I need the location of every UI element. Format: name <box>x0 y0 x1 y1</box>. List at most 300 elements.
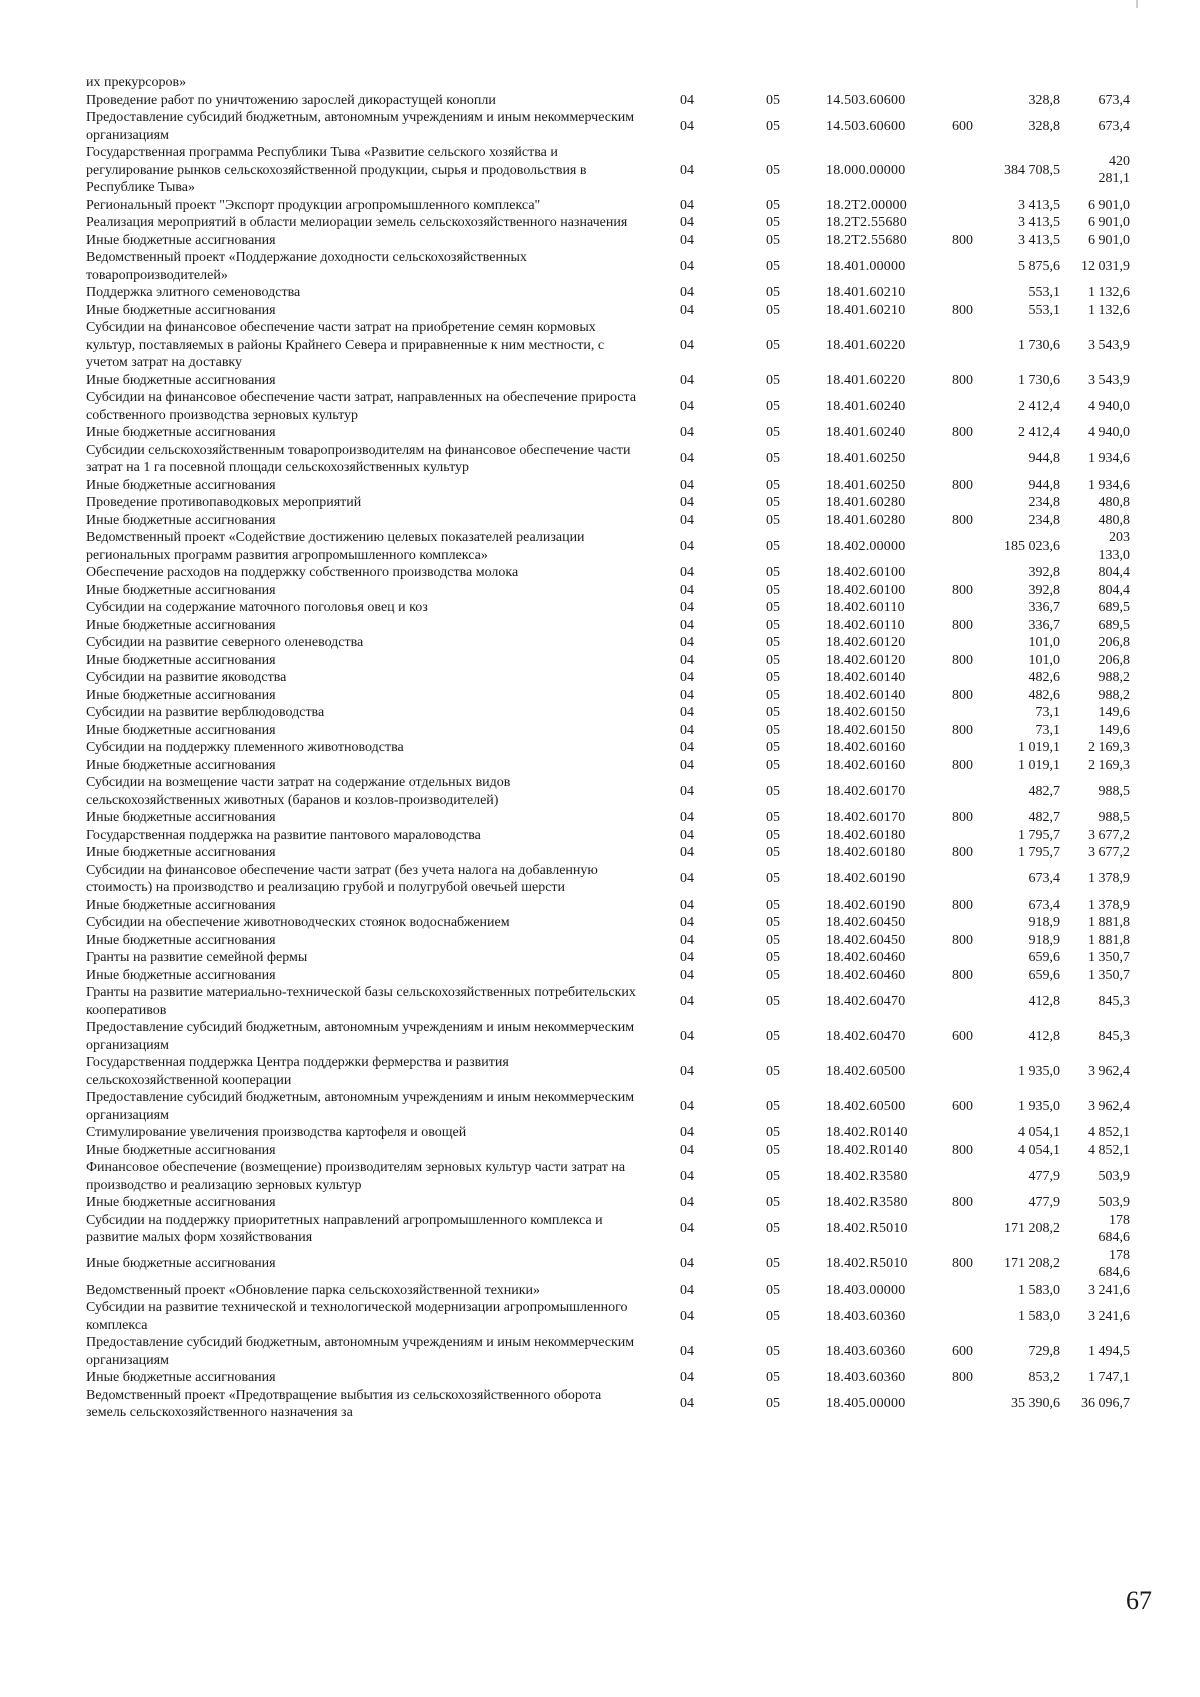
amount-year-1: 482,7 <box>1028 783 1060 799</box>
subsection-code: 05 <box>766 897 780 913</box>
row-name: Иные бюджетные ассигнования <box>86 617 276 633</box>
row-name: Предоставление субсидий бюджетным, автономным учреждениям и иным некоммерческим организациям <box>86 1335 635 1368</box>
subsection-code: 05 <box>766 600 780 615</box>
section-code: 04 <box>680 451 694 467</box>
subsection-code: 05 <box>766 827 780 843</box>
amount-year-2: 804,4 <box>1098 565 1130 580</box>
subsection-code: 05 <box>766 92 780 108</box>
table-row <box>86 844 1146 862</box>
expense-type-code: 800 <box>952 652 973 668</box>
amount-year-2: 4 852,1 <box>1088 1142 1130 1158</box>
row-name: Субсидии на возмещение части затрат на содержание отдельных видов сельскохозяйственных животных (баранов и козлов-производителей) <box>86 775 511 808</box>
target-article-code: 18.402.60140 <box>826 687 906 703</box>
amount-year-1: 553,1 <box>1028 302 1060 318</box>
amount-year-1: 2 412,4 <box>1018 398 1060 414</box>
expense-type-code <box>924 1299 984 1334</box>
amount-year-2: 1 132,6 <box>1088 285 1130 300</box>
row-name: Иные бюджетные ассигнования <box>86 477 276 493</box>
target-article-code: 18.402.60150 <box>826 705 906 720</box>
subsection-code <box>708 74 782 92</box>
section-code: 04 <box>680 398 694 414</box>
target-article-code: 18.402.60160 <box>826 740 906 755</box>
amount-year-1: 1 730,6 <box>1018 372 1060 388</box>
target-article-code: 18.401.60220 <box>826 372 906 388</box>
row-name: Иные бюджетные ассигнования <box>86 1142 276 1158</box>
table-row <box>86 1282 1146 1300</box>
table-row <box>86 739 1146 757</box>
row-name: Иные бюджетные ассигнования <box>86 687 276 703</box>
amount-year-1: 35 390,6 <box>1011 1396 1060 1412</box>
row-name: Финансовое обеспечение (возмещение) производителям зерновых культур части затрат на производство и реализацию зерновых культур <box>86 1160 626 1193</box>
row-name: их прекурсоров» <box>86 75 187 90</box>
amount-year-1: 482,6 <box>1028 670 1060 685</box>
amount-year-2: 149,6 <box>1098 722 1130 738</box>
table-row <box>86 1089 1146 1124</box>
row-name: Субсидии на поддержку племенного животноводства <box>86 740 404 755</box>
subsection-code: 05 <box>766 845 780 860</box>
section-code: 04 <box>680 827 694 843</box>
row-name: Иные бюджетные ассигнования <box>86 757 276 773</box>
target-article-code: 18.402.00000 <box>826 538 906 554</box>
section-code: 04 <box>680 652 694 668</box>
row-name: Иные бюджетные ассигнования <box>86 652 276 668</box>
section-code: 04 <box>680 810 694 825</box>
row-name: Проведение противопаводковых мероприятий <box>86 495 362 510</box>
section-code: 04 <box>680 162 694 178</box>
expense-type-code: 800 <box>952 1256 973 1272</box>
row-name: Предоставление субсидий бюджетным, автономным учреждениям и иным некоммерческим организациям <box>86 1020 635 1053</box>
expense-type-code: 800 <box>952 845 973 860</box>
amount-year-2: 689,5 <box>1098 617 1130 633</box>
target-article-code: 18.402.60500 <box>826 1098 906 1114</box>
table-row <box>86 197 1146 215</box>
subsection-code: 05 <box>766 582 780 598</box>
subsection-code: 05 <box>766 1308 780 1324</box>
subsection-code: 05 <box>766 197 780 213</box>
amount-year-1: 412,8 <box>1028 993 1060 1009</box>
target-article-code: 18.402.60460 <box>826 967 906 983</box>
amount-year-1: 328,8 <box>1028 92 1060 108</box>
row-name: Государственная программа Республики Тыва «Развитие сельского хозяйства и регулирование рынков сельскохозяйственной продукции, сырья и продовольствия в Республике Тыва» <box>86 145 587 195</box>
expense-type-code: 800 <box>952 425 973 440</box>
section-code: 04 <box>680 197 694 213</box>
table-row <box>86 442 1146 477</box>
amount-year-1: 185 023,6 <box>1004 538 1060 554</box>
subsection-code: 05 <box>766 372 780 388</box>
subsection-code: 05 <box>766 635 780 650</box>
subsection-code: 05 <box>766 670 780 685</box>
table-row <box>86 302 1146 320</box>
subsection-code: 05 <box>766 705 780 720</box>
expense-type-code <box>924 774 984 809</box>
section-code: 04 <box>680 512 694 528</box>
table-row <box>86 372 1146 390</box>
amount-year-2: 3 543,9 <box>1088 337 1130 353</box>
target-article-code: 18.402.60180 <box>826 845 906 860</box>
row-name: Субсидии на финансовое обеспечение части затрат на приобретение семян кормовых культур, поставляемых в районы Крайнего Севера и приравненные к ним местности, с учетом затрат на доставку <box>86 320 605 370</box>
section-code: 04 <box>680 950 694 965</box>
amount-year-2: 673,4 <box>1098 118 1130 134</box>
target-article-code: 18.402.60460 <box>826 950 906 965</box>
amount-year-2: 2 169,3 <box>1088 740 1130 755</box>
target-article-code: 14.503.60600 <box>826 92 906 108</box>
target-article-code: 18.402.60180 <box>826 827 906 843</box>
row-name: Иные бюджетные ассигнования <box>86 232 276 248</box>
expense-type-code <box>924 827 984 845</box>
table-row <box>86 669 1146 687</box>
section-code: 04 <box>680 118 694 134</box>
expense-type-code <box>924 669 984 687</box>
table-row <box>86 914 1146 932</box>
expense-type-code: 600 <box>952 1098 973 1114</box>
amount-year-1: 101,0 <box>1028 635 1060 650</box>
subsection-code: 05 <box>766 967 780 983</box>
target-article-code: 18.402.R5010 <box>826 1256 908 1272</box>
table-row <box>86 634 1146 652</box>
subsection-code: 05 <box>766 993 780 1009</box>
section-code: 04 <box>680 565 694 580</box>
section-code: 04 <box>680 215 694 230</box>
amount-year-2: 2 169,3 <box>1088 757 1130 773</box>
row-name: Иные бюджетные ассигнования <box>86 1256 276 1272</box>
expense-type-code <box>924 1212 984 1247</box>
target-article-code: 18.402.60140 <box>826 670 906 685</box>
expense-type-code: 800 <box>952 232 973 248</box>
target-article-code: 18.2Т2.55680 <box>826 215 907 230</box>
expense-type-code <box>924 1159 984 1194</box>
table-row <box>86 1159 1146 1194</box>
row-name: Региональный проект "Экспорт продукции агропромышленного комплекса" <box>86 197 541 213</box>
row-name: Иные бюджетные ассигнования <box>86 932 276 948</box>
table-row <box>86 1334 1146 1369</box>
section-code: 04 <box>680 1195 694 1210</box>
section-code: 04 <box>680 722 694 738</box>
expense-type-code: 800 <box>952 512 973 528</box>
table-row <box>86 809 1146 827</box>
subsection-code: 05 <box>766 398 780 414</box>
expense-type-code: 800 <box>952 582 973 598</box>
subsection-code: 05 <box>766 757 780 773</box>
subsection-code: 05 <box>766 1396 780 1412</box>
row-name: Ведомственный проект «Обновление парка сельскохозяйственной техники» <box>86 1282 541 1298</box>
target-article-code: 18.405.00000 <box>826 1396 906 1412</box>
row-name: Субсидии на развитие верблюдоводства <box>86 705 325 720</box>
target-article-code: 14.503.60600 <box>826 118 906 134</box>
amount-year-2: 203 133,0 <box>1098 530 1130 563</box>
amount-year-1: 1 795,7 <box>1018 845 1060 860</box>
amount-year-1: 336,7 <box>1028 600 1060 615</box>
section-code: 04 <box>680 538 694 554</box>
table-row <box>86 932 1146 950</box>
expense-type-code <box>924 949 984 967</box>
section-code: 04 <box>680 1343 694 1359</box>
amount-year-1: 853,2 <box>1028 1370 1060 1385</box>
amount-year-1: 673,4 <box>1028 871 1060 887</box>
target-article-code: 18.402.R0140 <box>826 1142 908 1158</box>
table-row <box>86 494 1146 512</box>
target-article-code: 18.401.60210 <box>826 285 906 300</box>
amount-year-2: 1 378,9 <box>1088 871 1130 887</box>
target-article-code: 18.402.60150 <box>826 722 906 738</box>
section-code: 04 <box>680 687 694 703</box>
table-row <box>86 599 1146 617</box>
row-name: Предоставление субсидий бюджетным, автономным учреждениям и иным некоммерческим организациям <box>86 1090 635 1123</box>
row-name: Иные бюджетные ассигнования <box>86 582 276 598</box>
target-article-code: 18.402.60100 <box>826 565 906 580</box>
expense-type-code: 800 <box>952 967 973 983</box>
subsection-code: 05 <box>766 1370 780 1385</box>
subsection-code: 05 <box>766 215 780 230</box>
row-name: Реализация мероприятий в области мелиорации земель сельскохозяйственного назначения <box>86 215 628 230</box>
table-row <box>86 389 1146 424</box>
amount-year-2: 6 901,0 <box>1088 215 1130 230</box>
expense-type-code <box>924 564 984 582</box>
amount-year-2: 1 350,7 <box>1088 950 1130 965</box>
amount-year-2: 3 962,4 <box>1088 1098 1130 1114</box>
expense-type-code <box>924 249 984 284</box>
amount-year-2: 149,6 <box>1098 705 1130 720</box>
amount-year-1: 101,0 <box>1028 652 1060 668</box>
expense-type-code <box>924 389 984 424</box>
section-code: 04 <box>680 757 694 773</box>
amount-year-2: 3 962,4 <box>1088 1063 1130 1079</box>
row-name: Стимулирование увеличения производства картофеля и овощей <box>86 1125 467 1140</box>
amount-year-2: 988,2 <box>1098 687 1130 703</box>
table-row <box>86 652 1146 670</box>
expense-type-code <box>924 144 984 197</box>
row-name: Субсидии на развитие технической и технологической модернизации агропромышленного комплекса <box>86 1300 628 1333</box>
section-code: 04 <box>680 1125 694 1140</box>
section-code <box>646 74 708 92</box>
expense-type-code <box>924 319 984 372</box>
section-code: 04 <box>680 783 694 799</box>
subsection-code: 05 <box>766 740 780 755</box>
row-name: Субсидии на развитие яководства <box>86 670 287 685</box>
section-code: 04 <box>680 1370 694 1385</box>
section-code: 04 <box>680 285 694 300</box>
amount-year-1: 4 054,1 <box>1018 1142 1060 1158</box>
target-article-code: 18.401.00000 <box>826 258 906 274</box>
scan-mark <box>1136 0 1138 8</box>
expense-type-code: 800 <box>952 810 973 825</box>
row-name: Иные бюджетные ассигнования <box>86 512 276 528</box>
section-code: 04 <box>680 1256 694 1272</box>
target-article-code: 18.402.60120 <box>826 652 906 668</box>
row-name: Субсидии на поддержку приоритетных направлений агропромышленного комплекса и развитие малых форм хозяйствования <box>86 1212 603 1245</box>
table-row <box>86 1369 1146 1387</box>
table-row <box>86 949 1146 967</box>
subsection-code: 05 <box>766 950 780 965</box>
table-row <box>86 984 1146 1019</box>
expense-type-code <box>924 494 984 512</box>
expense-type-code: 600 <box>952 1028 973 1044</box>
expense-type-code <box>924 284 984 302</box>
section-code: 04 <box>680 967 694 983</box>
amount-year-1: 384 708,5 <box>1004 162 1060 178</box>
row-name: Предоставление субсидий бюджетным, автономным учреждениям и иным некоммерческим организациям <box>86 110 635 143</box>
expense-type-code <box>924 529 984 564</box>
subsection-code: 05 <box>766 565 780 580</box>
row-name: Субсидии сельскохозяйственным товаропроизводителям на финансовое обеспечение части затрат на 1 га посевной площади сельскохозяйственных культур <box>86 442 631 475</box>
section-code: 04 <box>680 495 694 510</box>
table-row <box>86 687 1146 705</box>
expense-type-code: 800 <box>952 302 973 318</box>
target-article-code: 18.401.60250 <box>826 477 906 493</box>
target-article-code: 18.401.60280 <box>826 512 906 528</box>
subsection-code: 05 <box>766 810 780 825</box>
amount-year-1: 3 413,5 <box>1018 197 1060 213</box>
row-name: Субсидии на содержание маточного поголовья овец и коз <box>86 600 428 615</box>
subsection-code: 05 <box>766 512 780 528</box>
target-article-code: 18.401.60250 <box>826 451 906 467</box>
amount-year-2: 12 031,9 <box>1081 258 1130 274</box>
table-row <box>86 862 1146 897</box>
row-name: Ведомственный проект «Поддержание доходности сельскохозяйственных товаропроизводителей» <box>86 250 527 283</box>
amount-year-2: 3 241,6 <box>1088 1282 1130 1298</box>
amount-year-2: 503,9 <box>1098 1168 1130 1184</box>
section-code: 04 <box>680 258 694 274</box>
row-name: Ведомственный проект «Предотвращение выбытия из сельскохозяйственного оборота земель сельскохозяйственного назначения за <box>86 1387 602 1420</box>
amount-year-1 <box>984 74 1076 92</box>
expense-type-code: 800 <box>952 897 973 913</box>
section-code: 04 <box>680 740 694 755</box>
amount-year-2: 1 350,7 <box>1088 967 1130 983</box>
row-name: Гранты на развитие материально-технической базы сельскохозяйственных потребительских кооперативов <box>86 985 636 1018</box>
table-row <box>86 967 1146 985</box>
expense-type-code: 800 <box>952 477 973 493</box>
table-row <box>86 477 1146 495</box>
row-name: Государственная поддержка на развитие пантового мараловодства <box>86 827 481 843</box>
row-name: Обеспечение расходов на поддержку собственного производства молока <box>86 565 519 580</box>
amount-year-1: 1 019,1 <box>1018 757 1060 773</box>
subsection-code: 05 <box>766 1028 780 1044</box>
table-row <box>86 617 1146 635</box>
section-code: 04 <box>680 232 694 248</box>
amount-year-2: 206,8 <box>1098 635 1130 650</box>
target-article-code: 18.402.R3580 <box>826 1168 908 1184</box>
amount-year-2: 1 881,8 <box>1088 932 1130 948</box>
amount-year-1: 918,9 <box>1028 915 1060 930</box>
subsection-code: 05 <box>766 538 780 554</box>
amount-year-1: 918,9 <box>1028 932 1060 948</box>
expense-type-code: 800 <box>952 1370 973 1385</box>
expense-type-code: 800 <box>952 932 973 948</box>
table-row <box>86 512 1146 530</box>
amount-year-1: 392,8 <box>1028 582 1060 598</box>
amount-year-1: 1 795,7 <box>1018 827 1060 843</box>
row-name: Субсидии на финансовое обеспечение части затрат, направленных на обеспечение прироста собственного производства зерновых культур <box>86 390 637 423</box>
subsection-code: 05 <box>766 1282 780 1298</box>
amount-year-1: 1 583,0 <box>1018 1282 1060 1298</box>
section-code: 04 <box>680 1282 694 1298</box>
expense-type-code <box>924 92 984 110</box>
amount-year-1: 659,6 <box>1028 950 1060 965</box>
target-article-code: 18.402.60170 <box>826 810 906 825</box>
target-article-code: 18.401.60240 <box>826 398 906 414</box>
amount-year-1: 482,7 <box>1028 810 1060 825</box>
table-row <box>86 1124 1146 1142</box>
expense-type-code <box>924 1124 984 1142</box>
row-name: Иные бюджетные ассигнования <box>86 372 276 388</box>
section-code: 04 <box>680 1098 694 1114</box>
amount-year-1: 234,8 <box>1028 495 1060 510</box>
amount-year-2: 480,8 <box>1098 495 1130 510</box>
amount-year-2: 1 378,9 <box>1088 897 1130 913</box>
target-article-code: 18.402.R3580 <box>826 1195 908 1210</box>
section-code: 04 <box>680 705 694 720</box>
table-row <box>86 827 1146 845</box>
target-article-code: 18.402.R0140 <box>826 1125 908 1140</box>
table-row <box>86 529 1146 564</box>
subsection-code: 05 <box>766 871 780 887</box>
target-article-code: 18.402.60190 <box>826 897 906 913</box>
target-article-code: 18.402.60470 <box>826 1028 906 1044</box>
section-code: 04 <box>680 617 694 633</box>
amount-year-2: 988,5 <box>1098 810 1130 825</box>
table-row <box>86 1054 1146 1089</box>
expense-type-code <box>924 214 984 232</box>
budget-table <box>86 74 1146 1422</box>
table-row <box>86 1387 1146 1422</box>
amount-year-2: 206,8 <box>1098 652 1130 668</box>
section-code: 04 <box>680 582 694 598</box>
table-row <box>86 284 1146 302</box>
section-code: 04 <box>680 372 694 388</box>
expense-type-code: 800 <box>952 757 973 773</box>
subsection-code: 05 <box>766 162 780 178</box>
expense-type-code <box>924 442 984 477</box>
subsection-code: 05 <box>766 687 780 703</box>
amount-year-1: 73,1 <box>1035 705 1060 720</box>
subsection-code: 05 <box>766 118 780 134</box>
target-article-code: 18.401.60220 <box>826 337 906 353</box>
section-code: 04 <box>680 302 694 318</box>
amount-year-1: 2 412,4 <box>1018 425 1060 440</box>
subsection-code: 05 <box>766 1125 780 1140</box>
target-article-code: 18.402.60100 <box>826 582 906 598</box>
page-number: 67 <box>1126 1586 1152 1615</box>
target-article-code: 18.402.60110 <box>826 617 905 633</box>
amount-year-2: 1 494,5 <box>1088 1343 1130 1359</box>
subsection-code: 05 <box>766 1098 780 1114</box>
amount-year-1: 234,8 <box>1028 512 1060 528</box>
target-article-code: 18.402.60120 <box>826 635 906 650</box>
section-code: 04 <box>680 425 694 440</box>
table-row <box>86 1019 1146 1054</box>
section-code: 04 <box>680 1308 694 1324</box>
section-code: 04 <box>680 1063 694 1079</box>
target-article-code: 18.403.60360 <box>826 1370 906 1385</box>
amount-year-2: 673,4 <box>1098 92 1130 108</box>
target-article-code: 18.402.60170 <box>826 783 906 799</box>
target-article-code: 18.2Т2.00000 <box>826 197 907 213</box>
subsection-code: 05 <box>766 652 780 668</box>
section-code: 04 <box>680 600 694 615</box>
amount-year-1: 336,7 <box>1028 617 1060 633</box>
amount-year-2: 3 677,2 <box>1088 827 1130 843</box>
amount-year-2: 1 881,8 <box>1088 915 1130 930</box>
section-code: 04 <box>680 1142 694 1158</box>
row-name: Проведение работ по уничтожению зарослей дикорастущей конопли <box>86 92 496 108</box>
expense-type-code <box>924 914 984 932</box>
subsection-code: 05 <box>766 1221 780 1237</box>
table-row <box>86 319 1146 372</box>
target-article-code: 18.2Т2.55680 <box>826 232 907 248</box>
target-article-code: 18.401.60210 <box>826 302 906 318</box>
row-name: Иные бюджетные ассигнования <box>86 722 276 738</box>
subsection-code: 05 <box>766 337 780 353</box>
amount-year-2: 3 543,9 <box>1088 372 1130 388</box>
